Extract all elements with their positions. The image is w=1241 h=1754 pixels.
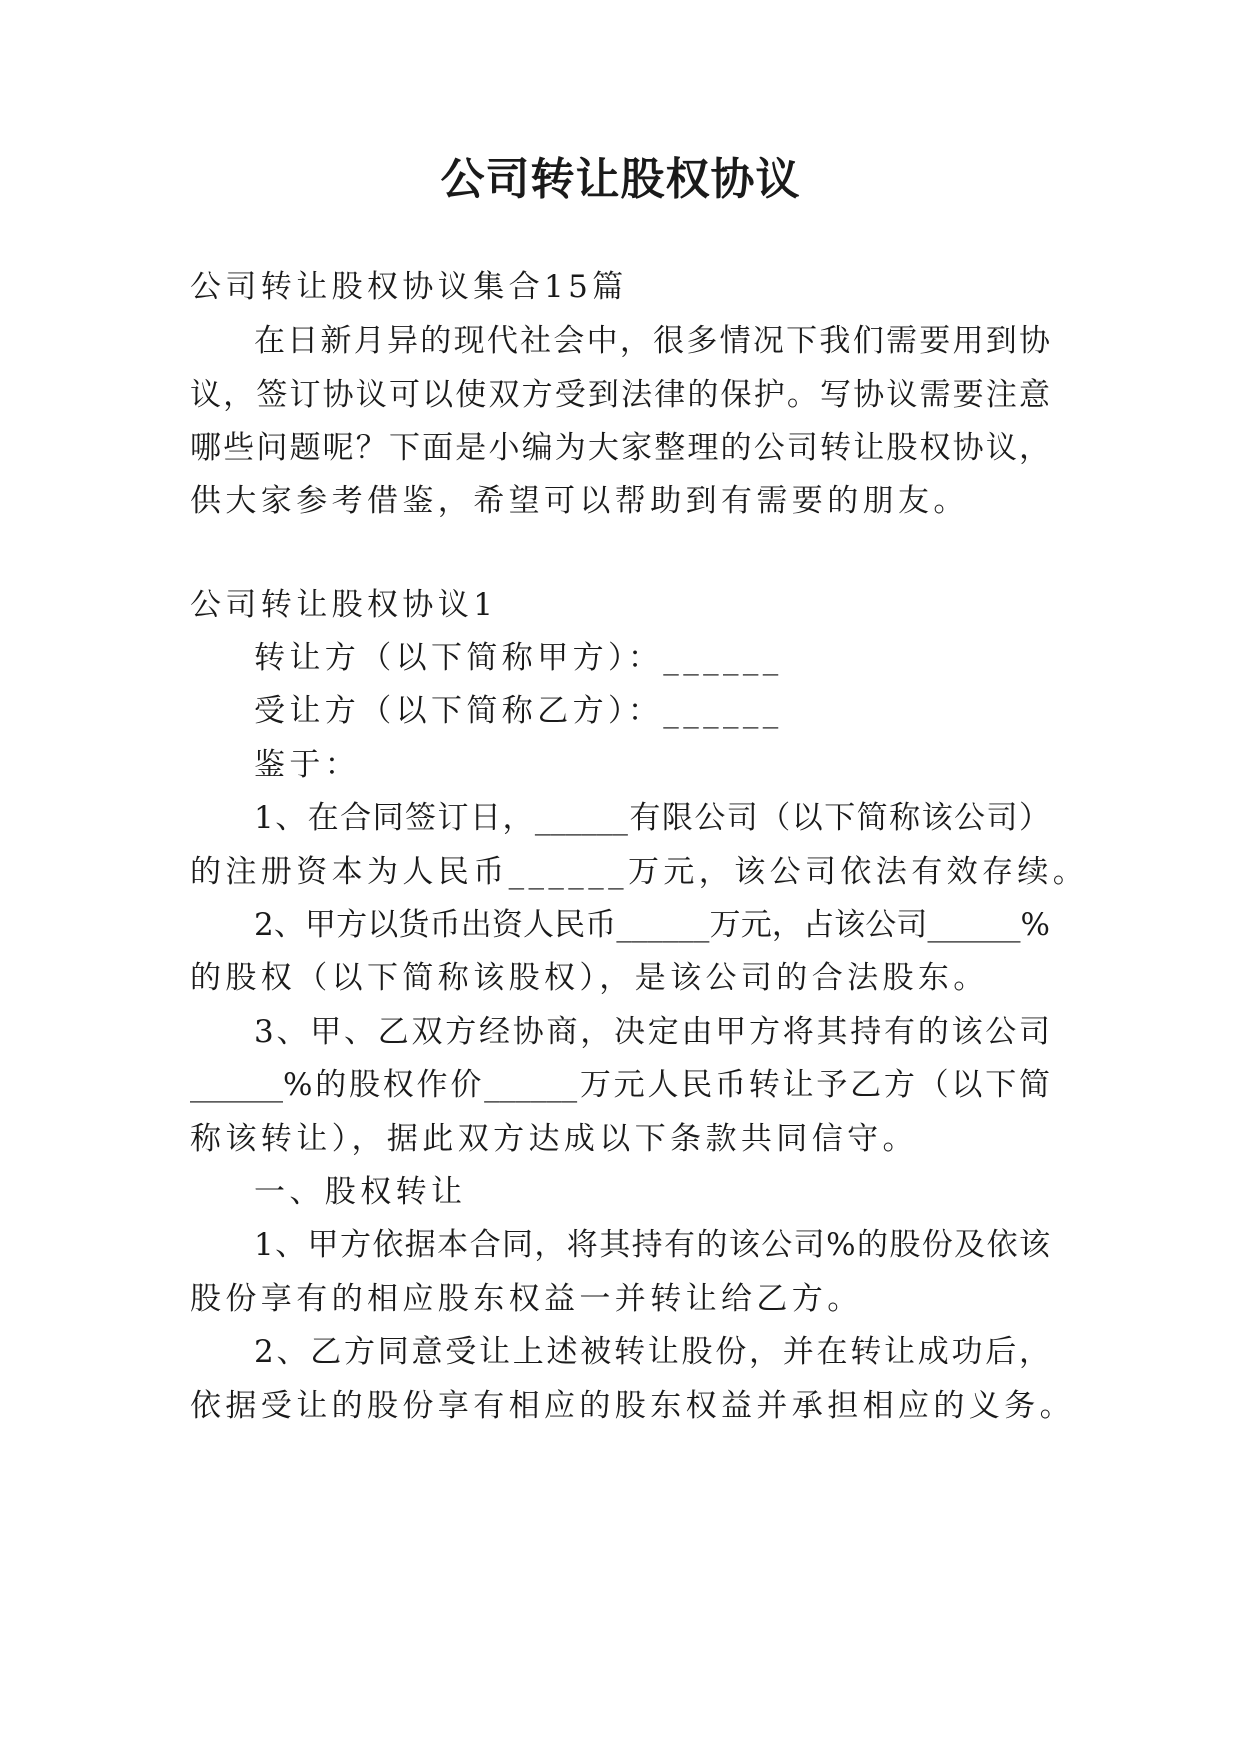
clause-line: 2、甲方以货币出资人民币______万元，占该公司______%	[254, 907, 1050, 943]
clause-line: 1、在合同签订日，______有限公司（以下简称该公司）	[254, 800, 1050, 836]
section-heading: 公司转让股权协议1	[190, 587, 498, 623]
clause-line: 称该转让），据此双方达成以下条款共同信守。	[190, 1121, 918, 1157]
intro-paragraph-line: 在日新月异的现代社会中，很多情况下我们需要用到协	[254, 323, 1050, 359]
clause-line: 3、甲、乙双方经协商，决定由甲方将其持有的该公司	[254, 1014, 1050, 1050]
intro-paragraph-line: 议，签订协议可以使双方受到法律的保护。写协议需要注意	[190, 377, 1050, 413]
clause-line: 依据受让的股份享有相应的股东权益并承担相应的义务。	[190, 1388, 1075, 1424]
article-heading: 一、股权转让	[254, 1174, 467, 1210]
document-title: 公司转让股权协议	[440, 154, 801, 205]
clause-line: 2、乙方同意受让上述被转让股份，并在转让成功后，	[254, 1334, 1050, 1370]
clause-line: ______%的股权作价______万元人民币转让予乙方（以下简	[190, 1067, 1050, 1103]
clause-line: 1、甲方依据本合同，将其持有的该公司%的股份及依该	[254, 1227, 1050, 1263]
clause-line: 的注册资本为人民币______万元，该公司依法有效存续。	[190, 854, 1089, 890]
transferor-line: 转让方（以下简称甲方）：______	[254, 640, 783, 676]
clause-line: 股份享有的相应股东权益一并转让给乙方。	[190, 1281, 863, 1317]
clause-line: 的股权（以下简称该股权），是该公司的合法股东。	[190, 960, 989, 996]
whereas-heading: 鉴于：	[254, 747, 361, 783]
intro-paragraph-line: 哪些问题呢？下面是小编为大家整理的公司转让股权协议，	[190, 430, 1050, 466]
transferee-line: 受让方（以下简称乙方）：______	[254, 693, 783, 729]
intro-paragraph-line: 供大家参考借鉴，希望可以帮助到有需要的朋友。	[190, 483, 969, 519]
collection-heading: 公司转让股权协议集合15篇	[190, 269, 628, 305]
